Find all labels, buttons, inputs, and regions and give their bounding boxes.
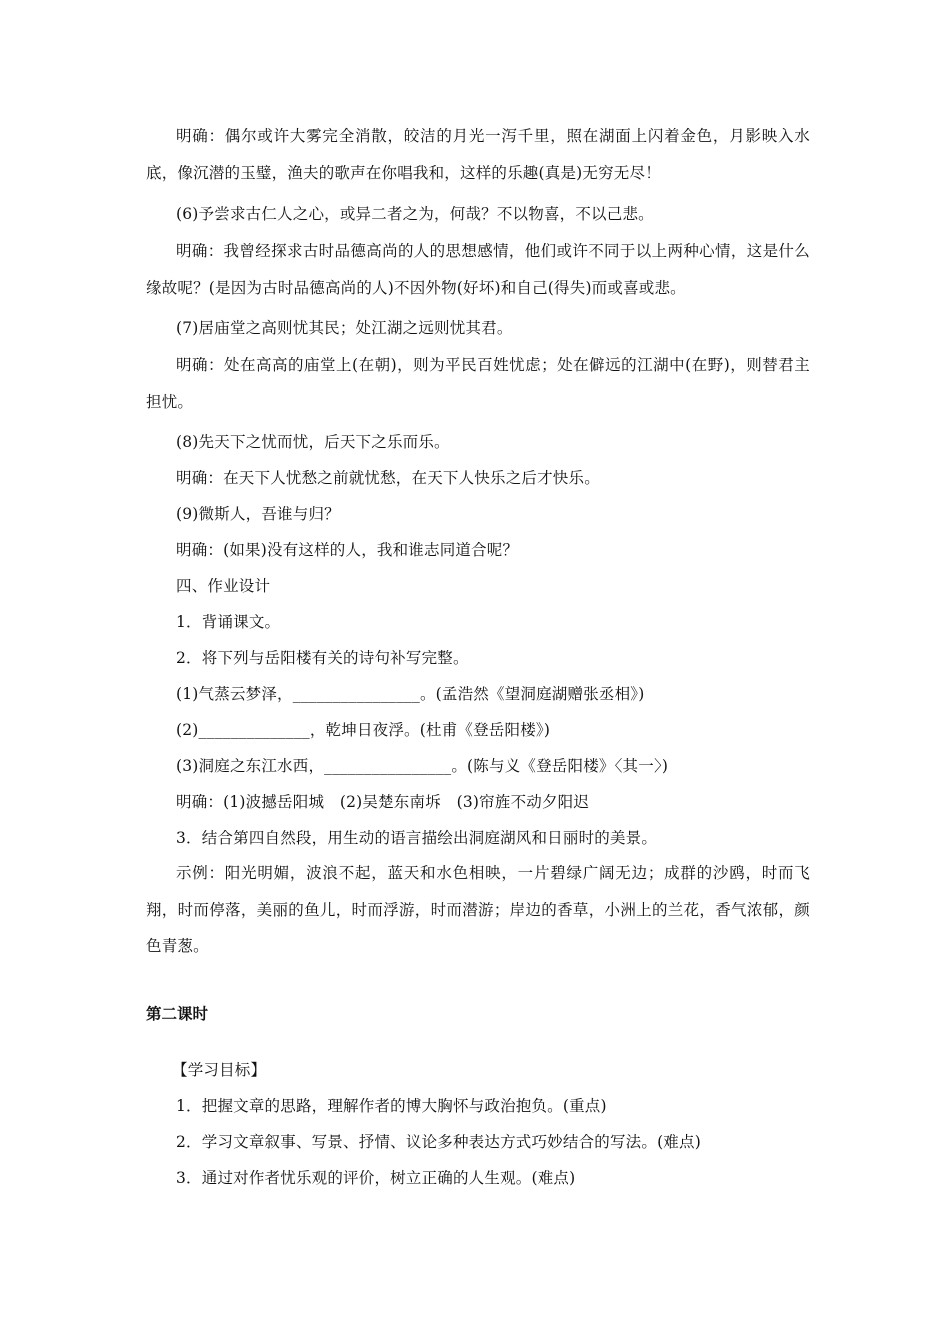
example-paragraph: 示例：阳光明媚，波浪不起，蓝天和水色相映，一片碧绿广阔无边；成群的沙鸥，时而飞翔，时而停落，美丽的鱼儿，时而浮游，时而潜游；岸边的香草，小洲上的兰花，香气浓郁，颜色青葱。: [146, 864, 810, 955]
paragraph-answer-9: 明确：(如果)没有这样的人，我和谁志同道合呢？: [176, 541, 519, 559]
objective-item: 2．学习文章叙事、写景、抒情、议论多种表达方式巧妙结合的写法。(难点): [176, 1133, 701, 1151]
paragraph-question-7: (7)居庙堂之高则忧其民；处江湖之远则忧其君。: [176, 319, 513, 337]
paragraph-question-9: (9)微斯人，吾谁与归？: [176, 505, 340, 523]
homework-item-1: 1．背诵课文。: [176, 613, 281, 631]
paragraph-answer-7: 明确：处在高高的庙堂上(在朝)，则为平民百姓忧虑；处在僻远的江湖中(在野)，则替君主担忧。: [146, 356, 810, 411]
fill-in-3: (3)洞庭之东江水西，________________。(陈与义《登岳阳楼》〈其一〉): [176, 757, 669, 775]
paragraph-question-6: (6)予尝求古仁人之心，或异二者之为，何哉？不以物喜，不以己悲。: [176, 205, 654, 223]
homework-item-3: 3．结合第四自然段，用生动的语言描绘出洞庭湖风和日丽时的美景。: [176, 829, 658, 847]
section-heading: 第二课时: [146, 1005, 209, 1023]
objective-item: 1．把握文章的思路，理解作者的博大胸怀与政治抱负。(重点): [176, 1097, 607, 1115]
fill-in-answer: 明确：(1)波撼岳阳城 (2)吴楚东南坼 (3)帘旌不动夕阳迟: [176, 793, 590, 811]
homework-heading: 四、作业设计: [176, 577, 271, 595]
paragraph-answer-6: 明确：我曾经探求古时品德高尚的人的思想感情，他们或许不同于以上两种心情，这是什么缘故呢？(是因为古时品德高尚的人)不因外物(好坏)和自己(得失)而或喜或悲。: [146, 242, 810, 297]
paragraph-question-8: (8)先天下之忧而忧，后天下之乐而乐。: [176, 433, 450, 451]
paragraph-answer-8: 明确：在天下人忧愁之前就忧愁，在天下人快乐之后才快乐。: [176, 469, 600, 487]
fill-in-1: (1)气蒸云梦泽，________________。(孟浩然《望洞庭湖赠张丞相》): [176, 685, 645, 703]
objective-item: 3．通过对作者忧乐观的评价，树立正确的人生观。(难点): [176, 1169, 576, 1187]
fill-in-2: (2)______________，乾坤日夜浮。(杜甫《登岳阳楼》): [176, 721, 551, 739]
objectives-title: 【学习目标】: [172, 1061, 267, 1079]
homework-item-2: 2．将下列与岳阳楼有关的诗句补写完整。: [176, 649, 469, 667]
paragraph-answer-5: 明确：偶尔或许大雾完全消散，皎洁的月光一泻千里，照在湖面上闪着金色，月影映入水底，像沉潜的玉璧，渔夫的歌声在你唱我和，这样的乐趣(真是)无穷无尽！: [146, 127, 810, 182]
